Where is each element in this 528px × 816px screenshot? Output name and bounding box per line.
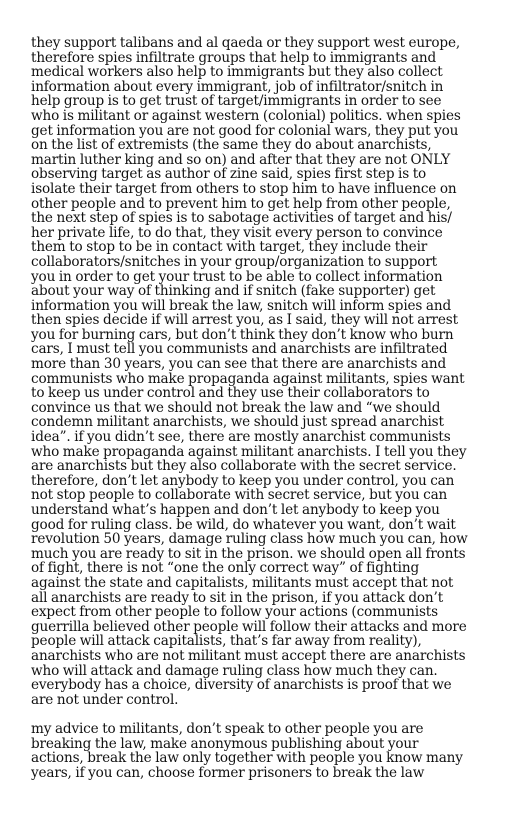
text-line: about your way of thinking and if snitch (fake supporter) get	[31, 283, 436, 300]
text-line: you in order to get your trust to be able to collect information	[31, 268, 443, 285]
paragraph	[31, 722, 501, 780]
text-line: collaborators/snitches in your group/organization to support	[31, 253, 437, 270]
text-line: therefore spies infiltrate groups that help to immigrants and	[31, 49, 437, 66]
text-line: understand what’s happen and don’t let anybody to keep you	[31, 502, 440, 518]
text-line: expect from other people to follow your actions (communists	[31, 604, 438, 621]
paragraph-gap	[31, 707, 501, 722]
text-line: you for burning cars, but don’t think they don’t know who burn	[31, 326, 454, 343]
text-line: condemn militant anarchists, we should just spread anarchist	[31, 414, 444, 431]
text-line: information about every immigrant, job of infiltrator/snitch in	[31, 78, 444, 95]
text-line: actions, break the law only together with people you know many	[31, 750, 463, 767]
text-line: who will attack and damage ruling class how much they can.	[31, 662, 438, 679]
text-line: isolate their target from others to stop him to have influence on	[31, 180, 457, 197]
text-line: other people and to prevent him to get help from other people,	[31, 195, 451, 212]
text-line: communists who make propaganda against militants, spies want	[31, 370, 465, 387]
text-line: breaking the law, make anonymous publishing about your	[31, 735, 419, 752]
text-line: to keep us under control and they use their collaborators to	[31, 385, 430, 402]
text-line: good for ruling class. be wild, do whatever you want, don’t wait	[31, 516, 456, 533]
text-line: my advice to militants, don’t speak to other people you are	[31, 720, 424, 737]
text-line: on the list of extremists (the same they do about anarchists,	[31, 137, 432, 154]
text-line: who make propaganda against militant anarchists. I tell you they	[31, 443, 467, 460]
text-line: years, if you can, choose former prisoners to break the law	[31, 764, 425, 781]
text-line: of fight, there is not “one the only correct way” of fighting	[31, 560, 420, 577]
text-line: help group is to get trust of target/immigrants in order to see	[31, 93, 442, 110]
text-line: get information you are not good for colonial wars, they put you	[31, 122, 459, 139]
text-line: them to stop to be in contact with target, they include their	[31, 239, 428, 256]
text-line: information you will break the law, snitch will inform spies and	[31, 297, 452, 314]
text-line: the next step of spies is to sabotage activities of target and his/	[31, 210, 452, 227]
text-line: then spies decide if will arrest you, as I said, they will not arrest	[31, 312, 458, 329]
body-text	[31, 36, 501, 780]
text-line: more than 30 years, you can see that there are anarchists and	[31, 356, 447, 373]
text-line: against the state and capitalists, militants must accept that not	[31, 574, 454, 591]
text-line: observing target as author of zine said, spies first step is to	[31, 166, 427, 183]
text-line: much you are ready to sit in the prison. we should open all fronts	[31, 545, 466, 562]
text-line: people will attack capitalists, that’s far away from reality),	[31, 633, 422, 650]
text-line: who is militant or against western (colonial) politics. when spies	[31, 107, 461, 124]
text-line: all anarchists are ready to sit in the prison, if you attack don’t	[31, 589, 444, 606]
text-line: medical workers also help to immigrants but they also collect	[31, 64, 443, 81]
text-line: revolution 50 years, damage ruling class how much you can, how	[31, 531, 468, 548]
text-line: are anarchists but they also collaborate with the secret service.	[31, 458, 457, 475]
text-line: everybody has a choice, diversity of anarchists is proof that we	[31, 677, 452, 694]
paragraph	[31, 36, 501, 707]
text-line: guerrilla believed other people will follow their attacks and more	[31, 618, 467, 635]
text-line: convince us that we should not break the law and “we should	[31, 399, 441, 416]
text-line: martin luther king and so on) and after that they are not ONLY	[31, 151, 451, 168]
text-line: idea”. if you didn’t see, there are mostly anarchist communists	[31, 429, 451, 446]
text-line: her private life, to do that, they visit every person to convince	[31, 224, 443, 241]
text-line: anarchists who are not militant must accept there are anarchists	[31, 647, 466, 664]
text-line: not stop people to collaborate with secret service, but you can	[31, 487, 448, 504]
text-line: cars, I must tell you communists and anarchists are infiltrated	[31, 341, 448, 358]
text-line: are not under control.	[31, 691, 179, 708]
text-line: therefore, don’t let anybody to keep you under control, you can	[31, 472, 455, 489]
text-line: they support talibans and al qaeda or they support west europe,	[31, 35, 461, 51]
